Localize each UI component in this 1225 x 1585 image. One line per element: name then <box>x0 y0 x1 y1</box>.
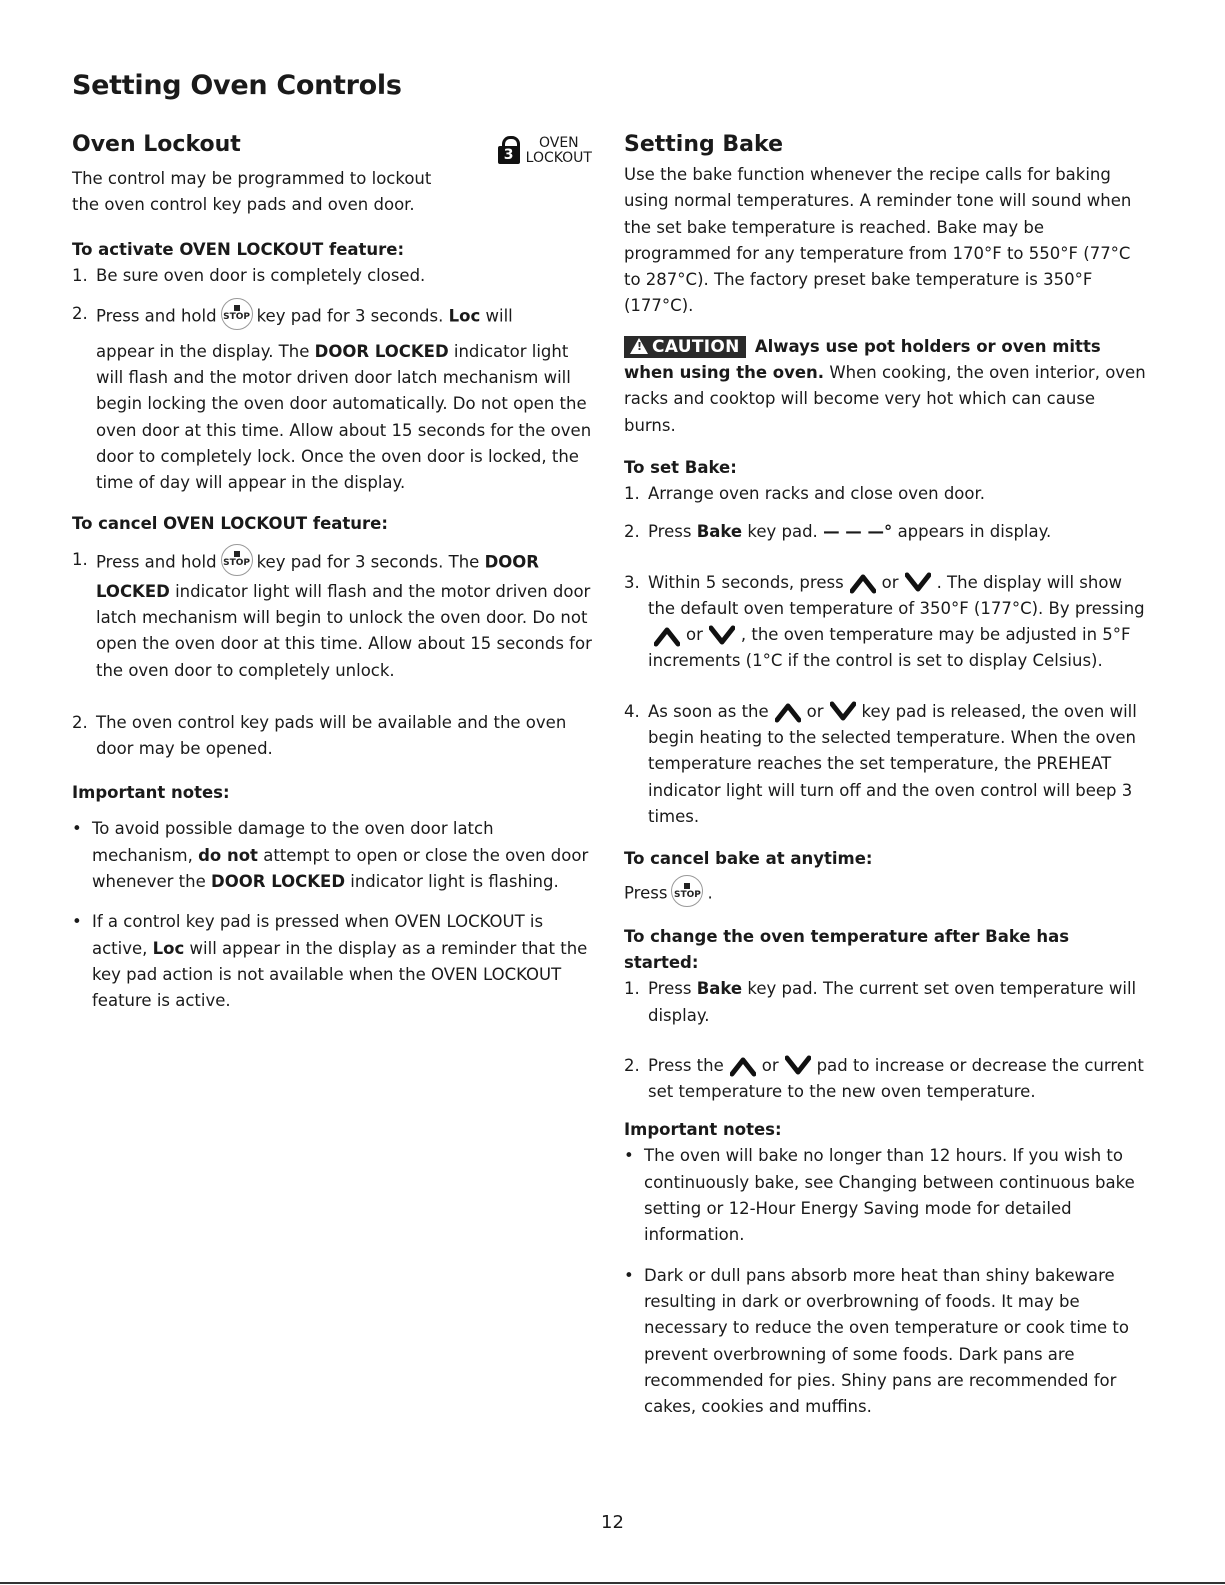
left-important-notes <box>72 816 592 1014</box>
setting-bake-section <box>624 128 1149 1420</box>
activate-steps <box>72 263 592 497</box>
stop-key-icon: STOP <box>221 298 253 330</box>
change-temp-step-2: 2. Press the or pad to increase or decrease the current set temperature to the new oven temperature. <box>624 1055 1144 1102</box>
up-arrow-icon <box>654 625 680 647</box>
caution-badge: ! CAUTION <box>624 336 746 358</box>
set-bake-heading: To set Bake: <box>624 457 737 477</box>
cancel-lockout-heading: To cancel OVEN LOCKOUT feature: <box>72 513 388 533</box>
right-note-1: • The oven will bake no longer than 12 hours. If you wish to continuously bake, see Changing between continuous bake setting or 12-Hour Energy Saving mode for detailed information. <box>624 1146 1135 1245</box>
down-arrow-icon <box>905 572 931 594</box>
right-important-notes-heading: Important notes: <box>624 1120 782 1140</box>
cancel-lockout-step-2: 2. The oven control key pads will be available and the oven door may be opened. <box>72 712 567 759</box>
set-bake-step-1: 1. Arrange oven racks and close oven door. <box>624 483 986 503</box>
right-note-2: • Dark or dull pans absorb more heat than shiny bakeware resulting in dark or overbrowning of foods. It may be necessary to reduce the oven temperature or cook time to prevent overbrowning of some foods. Dark pans are recommended for pies. Shiny pans are recommended for cakes, cookies and muffins. <box>624 1265 1129 1417</box>
set-bake-step-2: 2. Press Bake key pad. — — —° appears in display. <box>624 522 1052 542</box>
setting-bake-intro: Use the bake function whenever the recipe calls for baking using normal temperatures. A reminder tone will sound when the set bake temperature is reached. Bake may be programmed for any temperature from 170°F to 550°F (77°C to 287°C). The factory preset bake temperature is 350°F (177°C). <box>624 165 1132 316</box>
right-important-notes <box>624 1143 1149 1420</box>
oven-lockout-key-indicator <box>498 136 592 166</box>
page-number: 12 <box>601 1512 624 1533</box>
down-arrow-icon <box>830 701 856 723</box>
down-arrow-icon <box>785 1055 811 1077</box>
oven-lockout-intro: The control may be programmed to lockout the oven control key pads and oven door. <box>72 169 432 215</box>
warning-icon: ! <box>630 338 648 354</box>
left-note-2: • If a control key pad is pressed when OVEN LOCKOUT is active, Loc will appear in the display as a reminder that the key pad action is not available when the OVEN LOCKOUT feature is active. <box>72 912 588 1011</box>
cancel-bake-heading: To cancel bake at anytime: <box>624 849 873 869</box>
oven-lockout-label: OVEN LOCKOUT <box>525 135 592 166</box>
setting-bake-heading: Setting Bake <box>624 132 783 157</box>
activate-step-2: 2. Press and hold STOP key pad for 3 seconds. Loc will appear in the display. The DOOR LOCKED indicator light will flash and the motor driven door latch mechanism will begin locking the oven door automatically. Do not open the oven door at this time. Allow about 15 seconds for the oven door to completely lock. Once the oven door is locked, the time of day will appear in the display. <box>72 301 592 497</box>
left-important-notes-heading: Important notes: <box>72 783 230 803</box>
down-arrow-icon <box>709 625 735 647</box>
change-temp-heading: To change the oven temperature after Bake has started: <box>624 927 1070 973</box>
left-note-1: • To avoid possible damage to the oven door latch mechanism, do not attempt to open or close the oven door whenever the DOOR LOCKED indicator light is flashing. <box>72 819 589 892</box>
cancel-lockout-step-1: 1. Press and hold STOP key pad for 3 seconds. The DOOR LOCKED indicator light will flash and the motor driven door latch mechanism will begin to unlock the oven door. Do not open the oven door at this time. Allow about 15 seconds for the oven door to completely unlock. <box>72 547 592 684</box>
stop-key-icon: STOP <box>221 544 253 576</box>
up-arrow-icon <box>775 701 801 723</box>
cancel-lockout-steps <box>72 547 592 763</box>
change-temp-step-1: 1. Press Bake key pad. The current set oven temperature will display. <box>624 979 1137 1025</box>
set-bake-steps <box>624 481 1149 830</box>
oven-lockout-heading: Oven Lockout <box>72 132 241 157</box>
lock-icon: 3 <box>498 136 520 164</box>
page-title: Setting Oven Controls <box>72 70 402 101</box>
activate-step-1: 1. Be sure oven door is completely closed. <box>72 265 426 285</box>
up-arrow-icon <box>730 1055 756 1077</box>
bottom-rule <box>0 1582 1225 1584</box>
cancel-bake-text: Press STOP . <box>624 878 1149 910</box>
activate-lockout-heading: To activate OVEN LOCKOUT feature: <box>72 239 405 259</box>
oven-lockout-section <box>72 128 592 1015</box>
stop-key-icon: STOP <box>671 875 703 907</box>
up-arrow-icon <box>850 572 876 594</box>
caution-notice: ! CAUTION Always use pot holders or oven mitts when using the oven. When cooking, the oven interior, oven racks and cooktop will become very hot which can cause burns. <box>624 336 1146 435</box>
change-temp-steps <box>624 976 1149 1105</box>
set-bake-step-3: 3. Within 5 seconds, press or . The display will show the default oven temperature of 350°F (177°C). By pressingor , the oven temperature may be adjusted in 5°F increments (1°C if the control is set to display Celsius). <box>624 572 1145 671</box>
set-bake-step-4: 4. As soon as the or key pad is released, the oven will begin heating to the selected temperature. When the oven temperature reaches the set temperature, the PREHEAT indicator light will turn off and the oven control will beep 3 times. <box>624 701 1137 826</box>
